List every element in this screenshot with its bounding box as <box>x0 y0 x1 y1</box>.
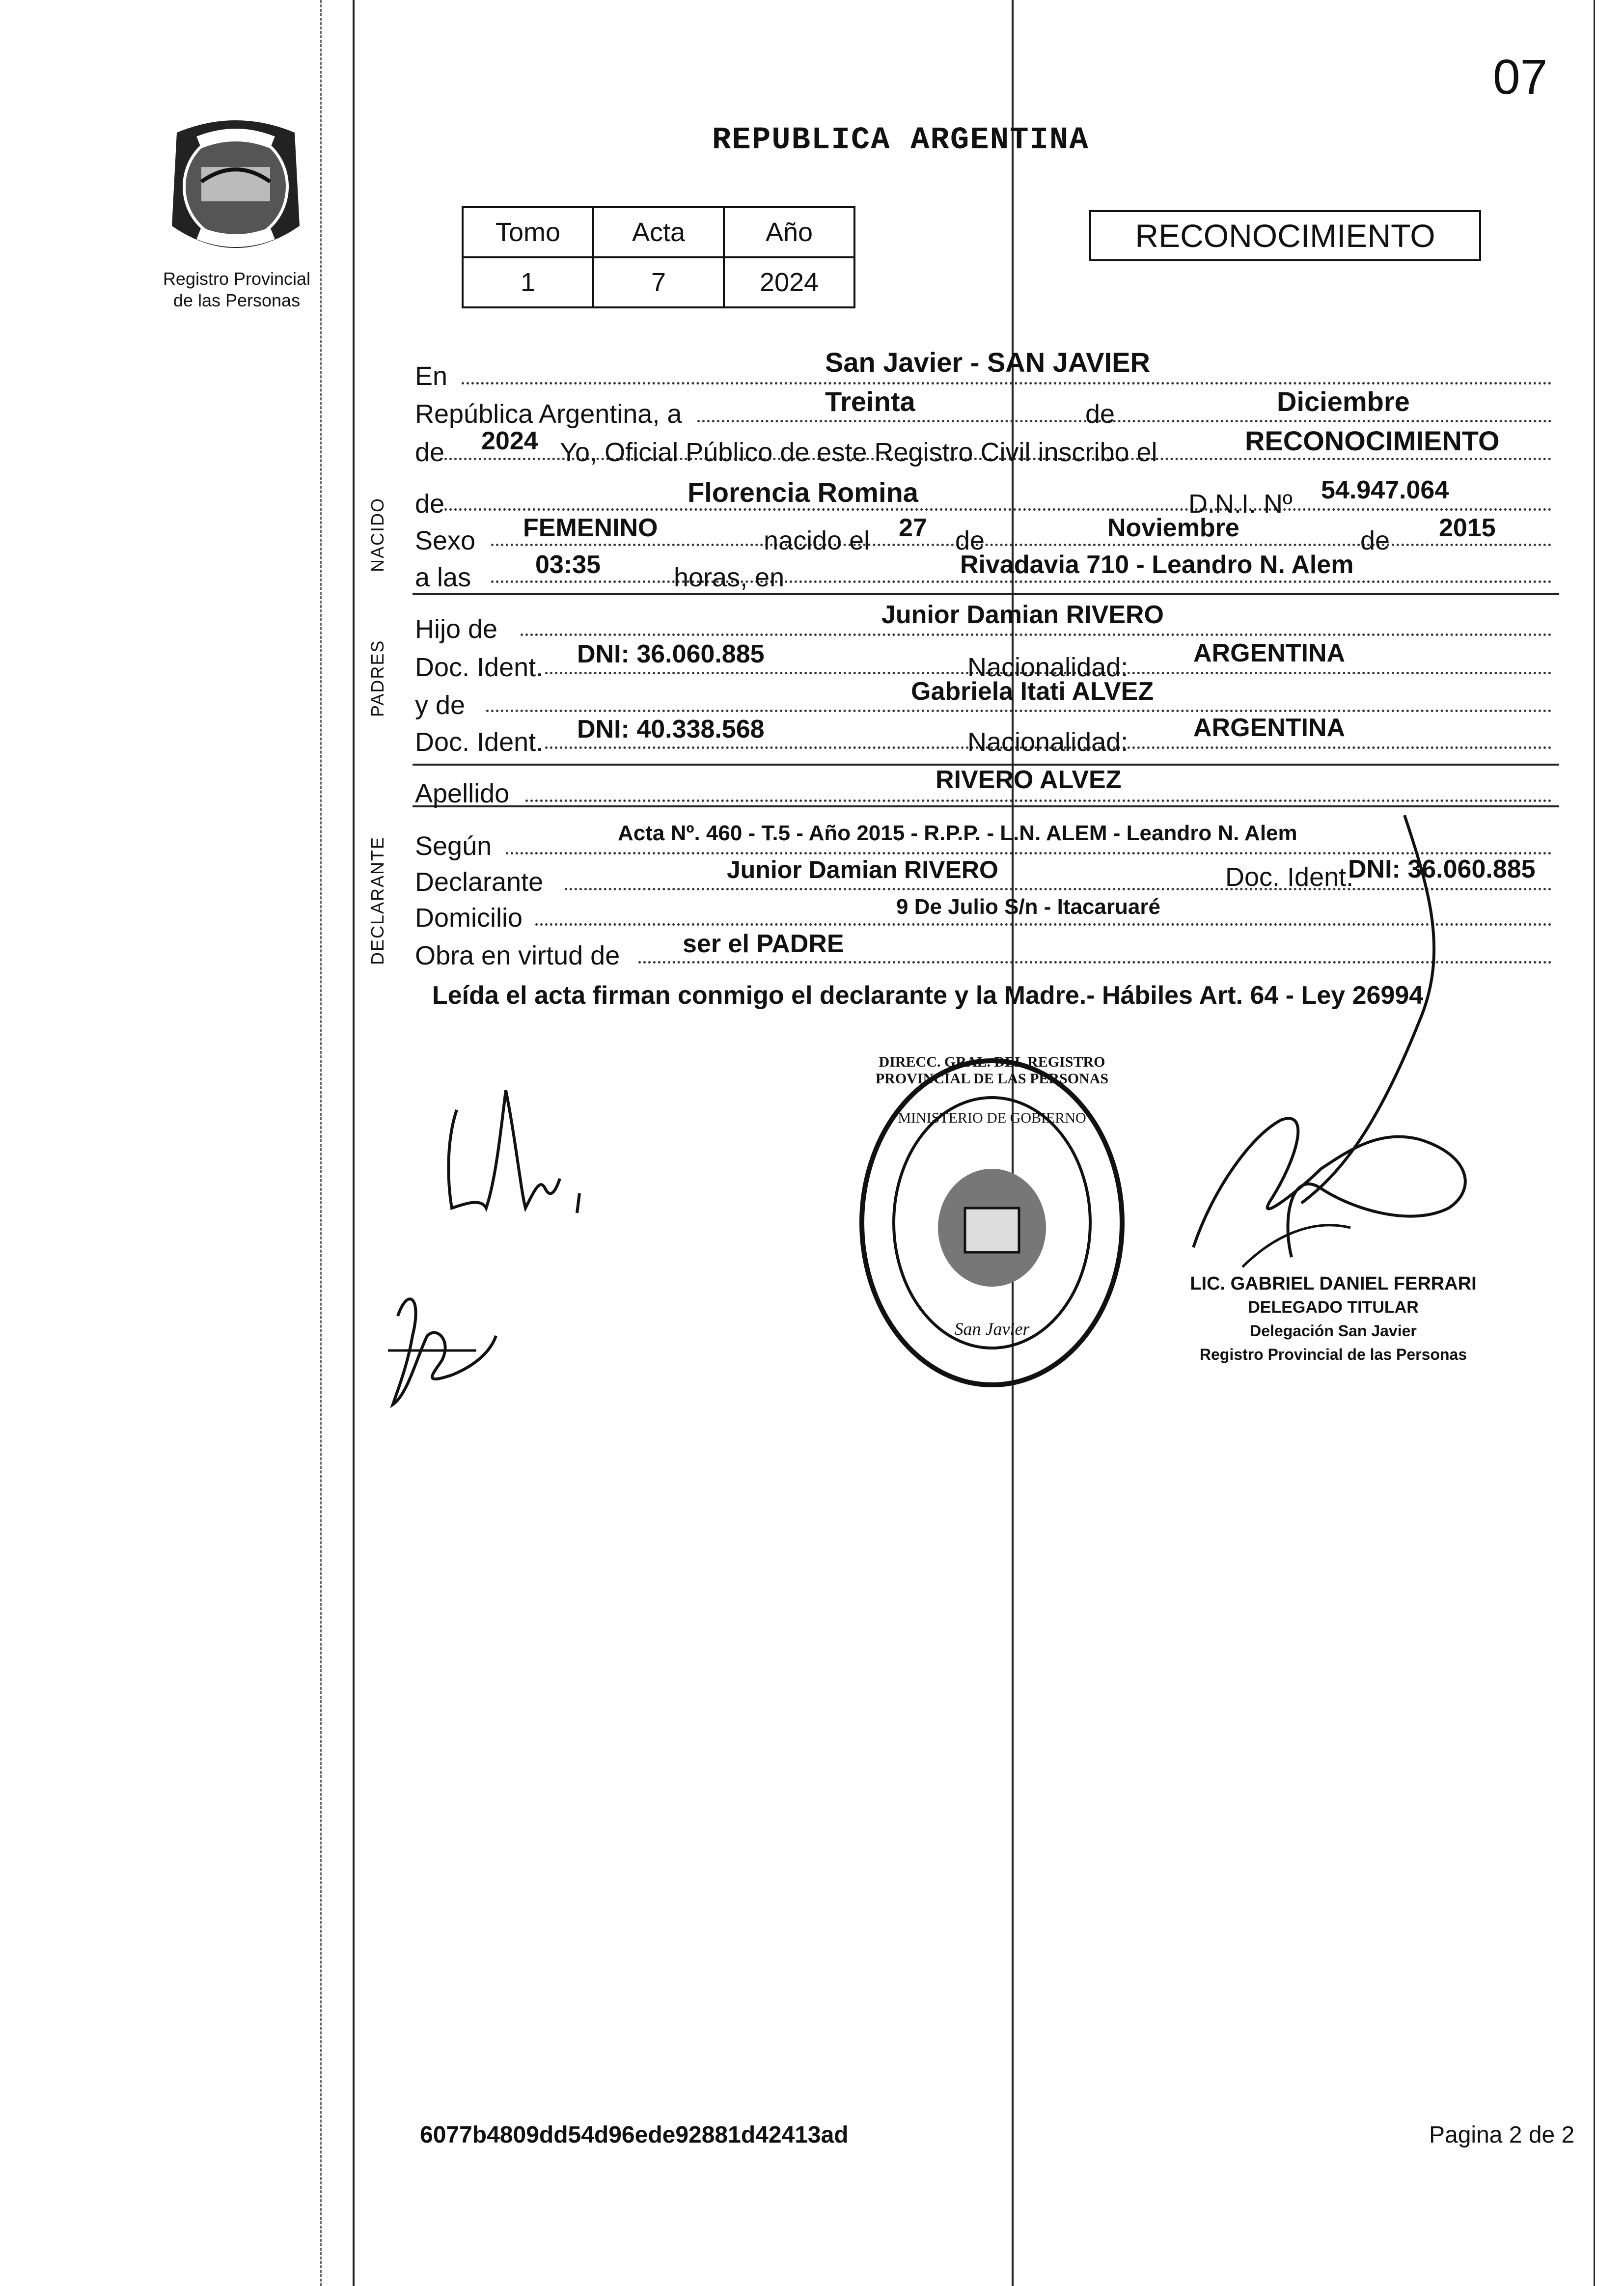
label-yde: y de <box>415 690 466 720</box>
document-hash: 6077b4809dd54d96ede92881d42413ad <box>420 2122 849 2148</box>
section-nacido: NACIDO <box>367 497 387 572</box>
line-en <box>462 382 1552 385</box>
section-padres: PADRES <box>367 639 387 717</box>
page-indicator: Pagina 2 de 2 <box>1429 2122 1575 2148</box>
line-hijo <box>521 633 1552 636</box>
value-declarant-doc: DNI: 36.060.885 <box>1348 855 1536 883</box>
label-apellido: Apellido <box>415 779 510 808</box>
value-act-name: RECONOCIMIENTO <box>1245 425 1500 456</box>
left-margin-line <box>353 0 355 2286</box>
line-apellido <box>525 799 1552 802</box>
table-header-tomo: Tomo <box>463 207 593 257</box>
table-value-ano: 2024 <box>724 257 854 307</box>
mother-signature <box>378 1277 525 1414</box>
separator-nacido-padres <box>413 593 1559 595</box>
closing-text: Leída el acta firman conmigo el declarante y la Madre.- Hábiles Art. 64 - Ley 26994 <box>432 981 1424 1010</box>
page-title: REPUBLICA ARGENTINA <box>712 123 1089 158</box>
value-birth-day: 27 <box>899 514 927 542</box>
label-nacido: nacido el <box>764 526 870 555</box>
value-mother-doc: DNI: 40.338.568 <box>577 715 765 744</box>
official-office: Delegación San Javier <box>1250 1322 1417 1340</box>
page-number: 07 <box>1493 50 1548 105</box>
left-margin-dashed-line <box>320 0 322 2286</box>
separator-apellido-declarante <box>413 805 1559 807</box>
label-de: de <box>1085 399 1115 429</box>
label-dni: D.N.I. Nº <box>1188 489 1293 519</box>
line-hora <box>491 580 1552 583</box>
value-mother: Gabriela Itati ALVEZ <box>911 677 1154 706</box>
value-place: San Javier - SAN JAVIER <box>825 347 1150 378</box>
official-registry: Registro Provincial de las Personas <box>1199 1346 1467 1363</box>
label-de-year: de <box>1360 526 1390 555</box>
label-hijo: Hijo de <box>415 614 498 644</box>
seal-outer-text: DIRECC. GRAL. DEL REGISTRO PROVINCIAL DE LAS PERSONAS <box>875 1054 1109 1087</box>
value-obra: ser el PADRE <box>683 930 844 958</box>
value-month: Diciembre <box>1277 386 1410 417</box>
value-birth-place: Rivadavia 710 - Leandro N. Alem <box>960 551 1354 579</box>
registry-line-1: Registro Provincial <box>163 269 311 289</box>
value-sex: FEMENINO <box>523 514 658 542</box>
label-obra: Obra en virtud de <box>415 941 620 970</box>
line-republica <box>697 420 1552 422</box>
value-birth-year: 2015 <box>1439 514 1496 542</box>
official-seal <box>854 1051 1129 1395</box>
label-year-de: de <box>415 438 445 467</box>
section-declarante: DECLARANTE <box>367 836 387 965</box>
label-doc-mother: Doc. Ident. <box>415 727 544 757</box>
record-table <box>462 206 855 308</box>
line-mother <box>486 710 1552 712</box>
label-en: En <box>415 361 448 391</box>
label-de-child: de <box>415 489 445 519</box>
table-header-acta: Acta <box>593 207 724 257</box>
seal-city: San Javier <box>954 1319 1030 1339</box>
value-declarant: Junior Damian RIVERO <box>727 856 998 883</box>
value-birth-time: 03:35 <box>535 551 601 579</box>
value-birth-month: Noviembre <box>1107 514 1239 542</box>
label-republica: República Argentina, a <box>415 399 682 429</box>
label-inscribo: Yo, Oficial Público de este Registro Civil inscribo el <box>560 438 1157 467</box>
label-horas: horas, en <box>674 563 785 592</box>
label-alas: a las <box>415 563 471 592</box>
label-nac-father: Nacionalidad: <box>967 653 1129 682</box>
value-day: Treinta <box>825 386 915 417</box>
seal-inner-text: MINISTERIO DE GOBIERNO <box>898 1110 1086 1126</box>
value-domicile: 9 De Julio S/n - Itacaruaré <box>896 895 1160 919</box>
official-role: DELEGADO TITULAR <box>1248 1298 1419 1317</box>
table-value-acta: 7 <box>593 257 724 307</box>
declarant-signature <box>427 1080 633 1287</box>
label-doc-declarant: Doc. Ident. <box>1225 862 1354 892</box>
value-surname: RIVERO ALVEZ <box>936 766 1122 794</box>
value-year: 2024 <box>481 427 538 455</box>
value-father-nat: ARGENTINA <box>1193 639 1346 667</box>
table-header-ano: Año <box>724 207 854 257</box>
registry-name <box>114 268 359 311</box>
label-sexo: Sexo <box>415 526 476 555</box>
label-nac-mother: Nacionalidad: <box>967 727 1129 757</box>
table-value-tomo: 1 <box>463 257 593 307</box>
province-logo <box>157 113 314 260</box>
official-signature <box>1174 815 1498 1296</box>
registry-line-2: de las Personas <box>173 290 301 310</box>
value-segun: Acta Nº. 460 - T.5 - Año 2015 - R.P.P. - L.N. ALEM - Leandro N. Alem <box>618 821 1297 845</box>
label-doc-father: Doc. Ident. <box>415 653 544 682</box>
value-father: Junior Damian RIVERO <box>881 601 1164 629</box>
label-declarante: Declarante <box>415 867 544 897</box>
line-sexo <box>491 544 1552 546</box>
line-child <box>444 508 1552 511</box>
label-segun: Según <box>415 831 492 861</box>
value-mother-nat: ARGENTINA <box>1193 714 1346 742</box>
official-name: LIC. GABRIEL DANIEL FERRARI <box>1190 1273 1477 1294</box>
label-de-birth: de <box>955 526 985 555</box>
right-margin-line <box>1594 0 1595 2286</box>
value-child-name: Florencia Romina <box>688 477 918 508</box>
label-domicilio: Domicilio <box>415 903 523 933</box>
value-father-doc: DNI: 36.060.885 <box>577 640 765 668</box>
act-type-box: RECONOCIMIENTO <box>1089 210 1481 261</box>
official-block <box>1176 1272 1490 1366</box>
value-child-dni: 54.947.064 <box>1321 476 1449 504</box>
